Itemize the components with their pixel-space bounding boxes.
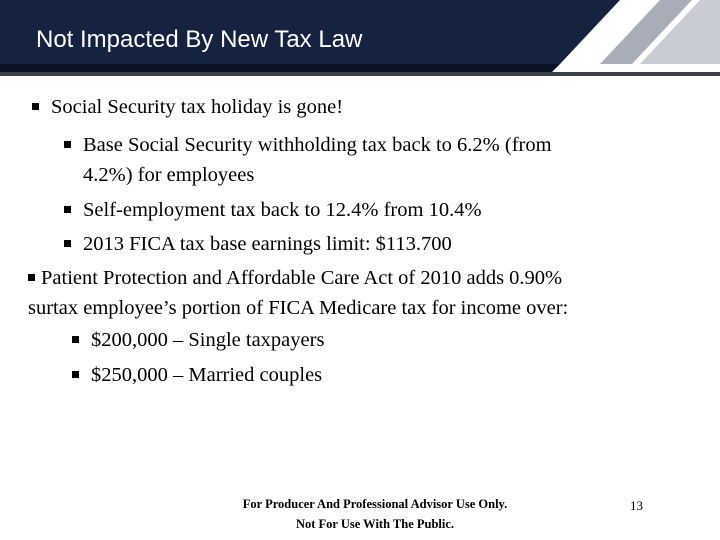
bullet-square-icon — [28, 274, 35, 281]
bullet-square-icon — [64, 206, 71, 213]
list-item: 2013 FICA tax base earnings limit: $113.700 — [64, 229, 452, 260]
list-item: $250,000 – Married couples — [72, 360, 322, 391]
title-banner — [0, 0, 720, 76]
list-item: $200,000 – Single taxpayers — [72, 325, 324, 356]
footer-disclaimer — [200, 494, 550, 534]
list-item-continuation: 4.2%) for employees — [83, 164, 255, 186]
list-item-continuation: surtax employee’s portion of FICA Medicare tax for income over: — [28, 297, 569, 319]
bullet-square-icon — [72, 336, 79, 343]
bullet-square-icon — [64, 240, 71, 247]
list-item: Self-employment tax back to 12.4% from 10.4% — [64, 195, 482, 226]
page-number: 13 — [630, 498, 643, 513]
bullet-square-icon — [32, 103, 39, 110]
footer-line-1: For Producer And Professional Advisor Use Only. — [242, 497, 508, 511]
page-title: Not Impacted By New Tax Law — [36, 26, 363, 53]
bullet-square-icon — [64, 141, 71, 148]
list-item: Social Security tax holiday is gone! — [32, 92, 343, 123]
list-item: Base Social Security withholding tax back to 6.2% (from — [64, 130, 552, 161]
list-item: Patient Protection and Affordable Care Act of 2010 adds 0.90% — [28, 263, 562, 294]
bullet-square-icon — [72, 371, 79, 378]
footer-line-2: Not For Use With The Public. — [295, 517, 455, 531]
